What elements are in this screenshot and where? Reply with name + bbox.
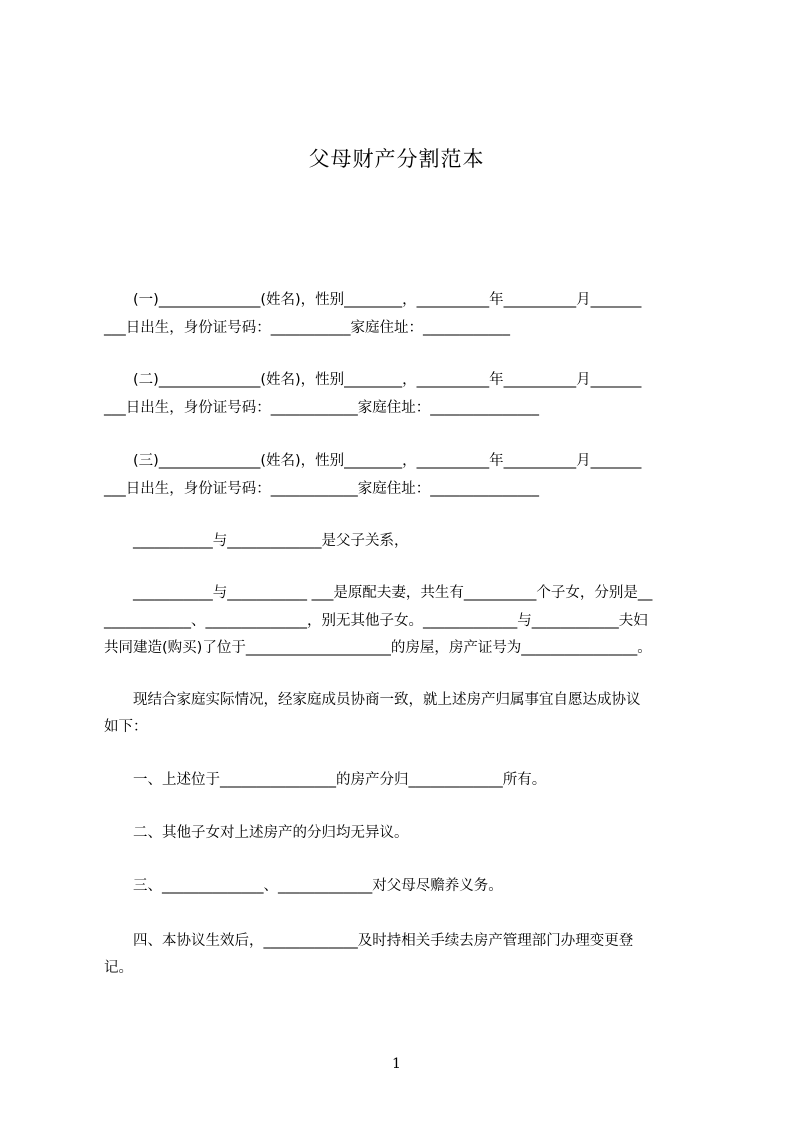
text-line: 记。	[104, 960, 133, 976]
text-line: 二、其他子女对上述房产的分归均无异议。	[104, 825, 409, 841]
text-line: ____________、______________，别无其他子女。_____________与____________夫妇	[104, 613, 648, 629]
text-line: (二)______________(姓名)，性别________，__________年__________月_______	[104, 372, 642, 388]
text-line: 四、本协议生效后，_____________及时持相关手续去房产管理部门办理变更登	[104, 933, 634, 949]
text-line: ___日出生，身份证号码：____________家庭住址：_______________	[104, 400, 539, 416]
text-line: (三)______________(姓名)，性别________，__________年__________月_______	[104, 453, 642, 469]
page-title: 父母财产分割范本	[308, 147, 485, 171]
text-line: 现结合家庭实际情况，经家庭成员协商一致，就上述房产归属事宜自愿达成协议	[104, 692, 641, 708]
text-line: 三、______________、_____________对父母尽赡养义务。	[104, 878, 503, 894]
text-line: 如下：	[104, 719, 148, 735]
text-line: (一)______________(姓名)，性别________，__________年__________月_______	[104, 292, 642, 308]
text-line: 共同建造(购买)了位于____________________的房屋，房产证号为________________。	[104, 640, 652, 656]
text-line: 一、上述位于________________的房产分归_____________所有。	[104, 772, 547, 788]
text-line: ___日出生，身份证号码：____________家庭住址：_______________	[104, 481, 539, 497]
page-number: 1	[392, 1056, 401, 1072]
text-line: ___________与___________ ___是原配夫妻，共生有__________个子女，分别是__	[104, 585, 653, 601]
text-line: ___________与_____________是父子关系，	[104, 533, 409, 549]
text-line: ___日出生，身份证号码：___________家庭住址：____________	[104, 320, 510, 336]
